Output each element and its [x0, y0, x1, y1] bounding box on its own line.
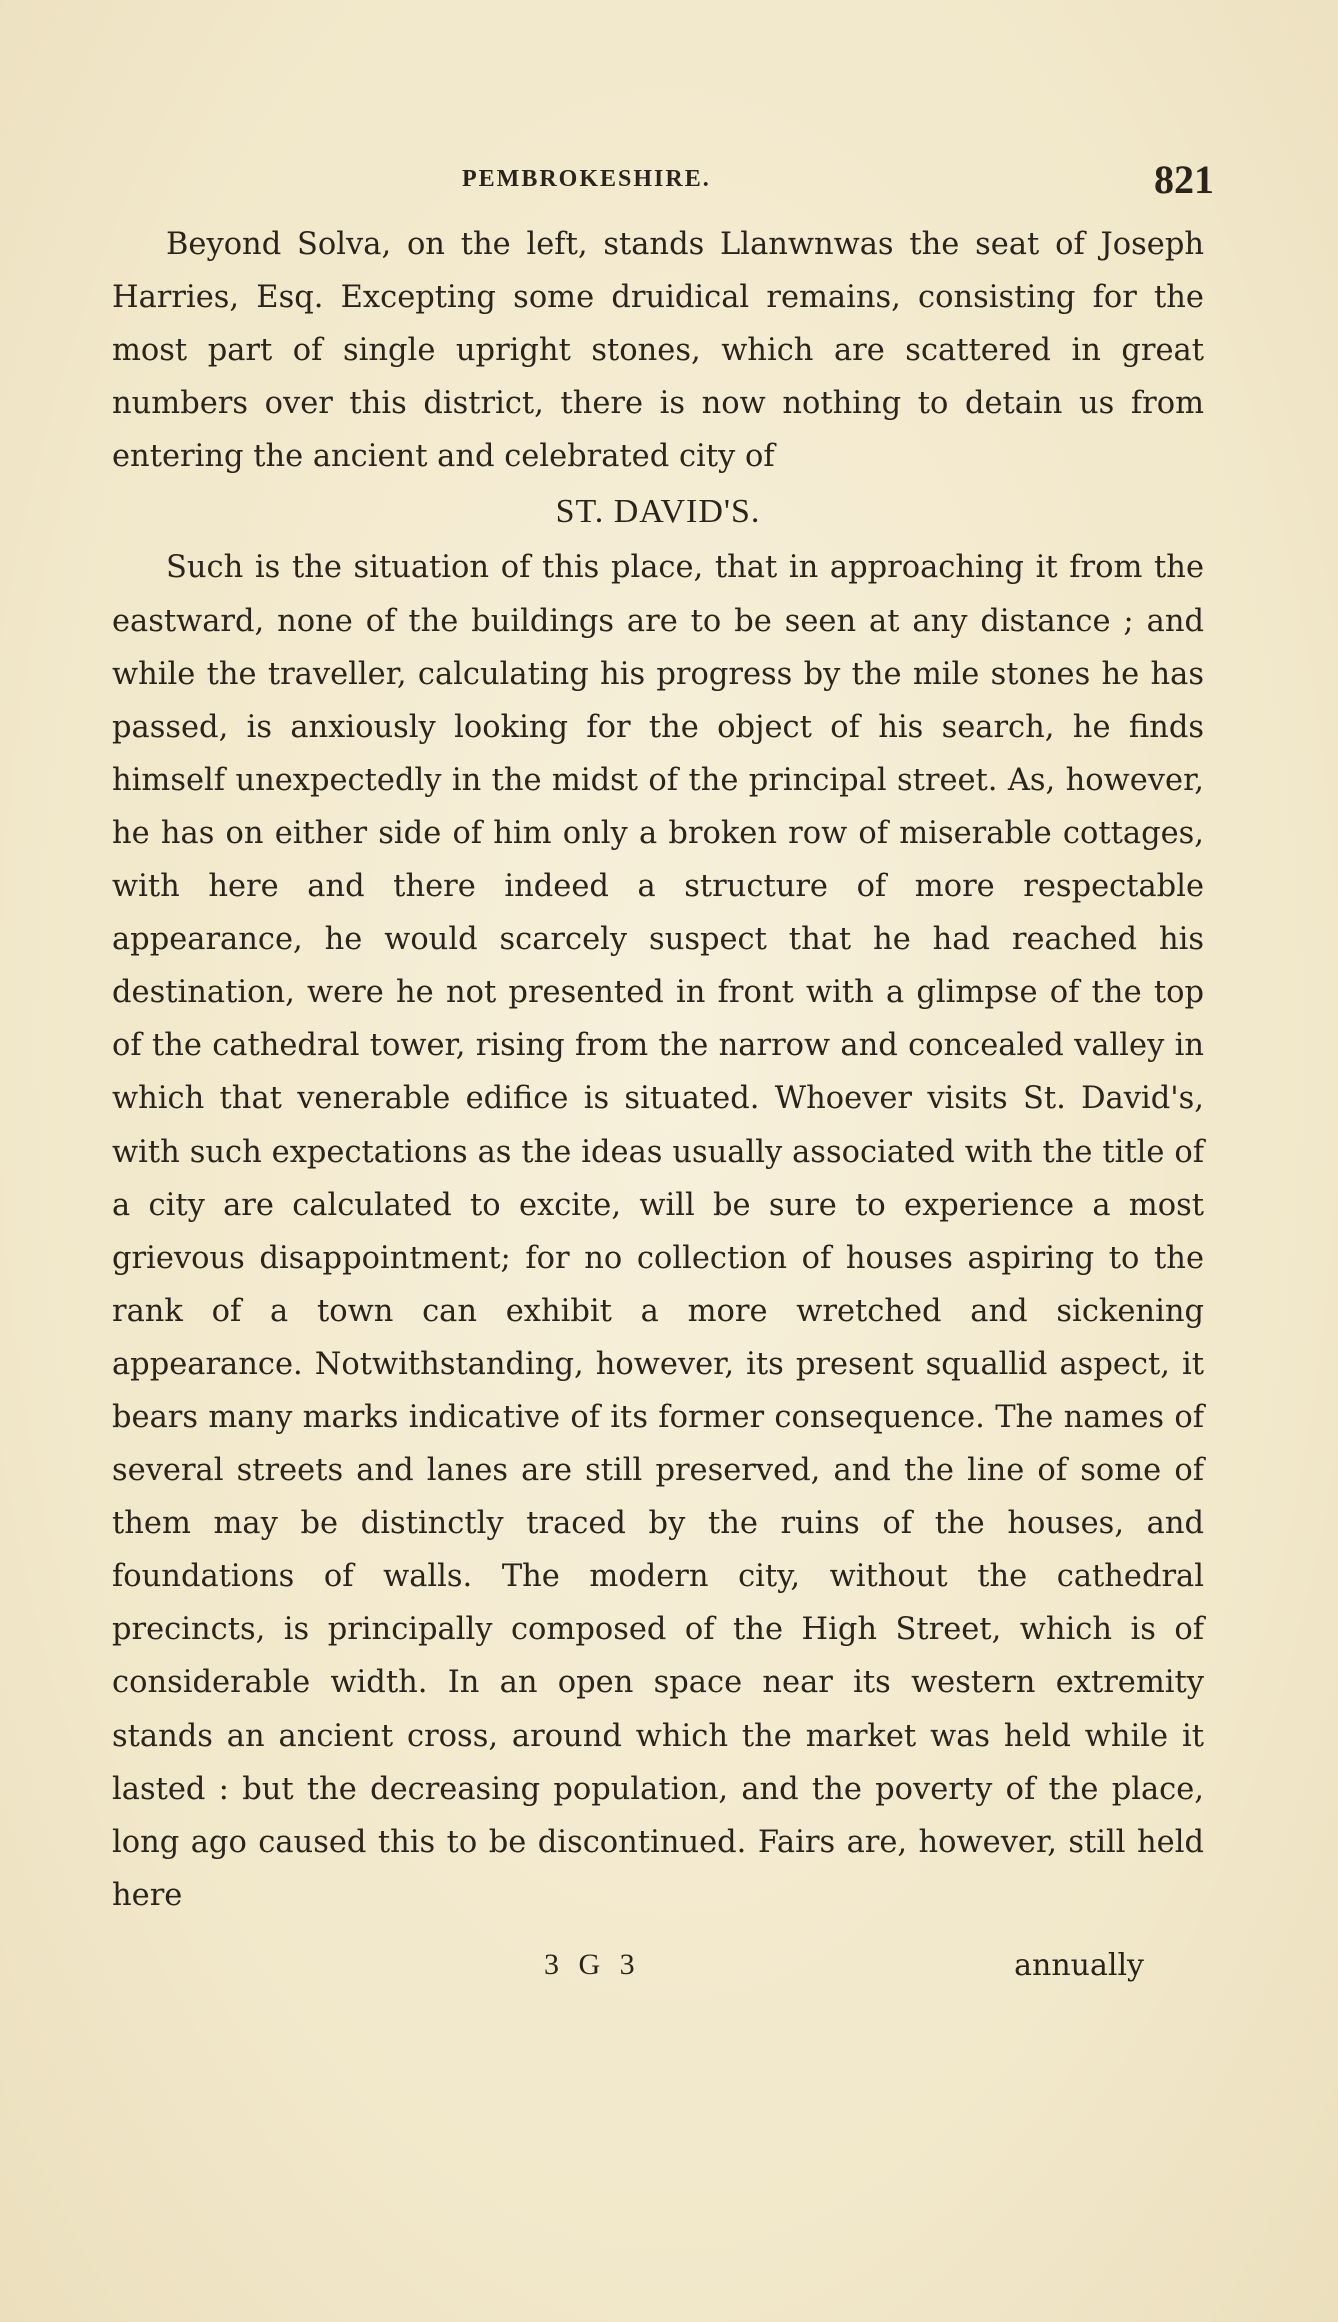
running-title: PEMBROKESHIRE.	[462, 166, 711, 192]
catchword: annually	[1014, 1948, 1144, 1983]
signature-mark: 3 G 3	[544, 1948, 641, 1981]
section-heading: ST. DAVID'S.	[555, 493, 761, 531]
page-number: 821	[1154, 157, 1214, 202]
running-head	[112, 157, 1214, 210]
paragraph-solva: Beyond Solva, on the left, stands Llanwnwas the seat of Joseph Harries, Esq. Excepting some druidical remains, consisting for the most part of single upright stones, which are scattered in great numbers over this district, there is now nothing to detain us from entering the ancient and celebrated city of	[112, 227, 1204, 475]
paragraph-st-davids: Such is the situation of this place, that in approaching it from the eastward, none of the buildings are to be seen at any distance ; and while the traveller, calculating his progress by the mile stones he has passed, is anxiously looking for the object of his search, he finds himself unexpectedly in the midst of the principal street. As, however, he has on either side of him only a broken row of miserable cottages, with here and there indeed a structure of more respectable appearance, he would scarcely suspect that he had reached his destination, were he not presented in front with a glimpse of the top of the cathedral tower, rising from the narrow and concealed valley in which that venerable edifice is situated. Whoever visits St. David's, with such expectations as the ideas usually associated with the title of a city are calculated to excite, will be sure to experience a most grievous disappointment; for no collection of houses aspiring to the rank of a town can exhibit a more wretched and sickening appearance. Notwithstanding, however, its present squallid aspect, it bears many marks indicative of its former consequence. The names of several streets and lanes are still preserved, and the line of some of them may be distinctly traced by the ruins of the houses, and foundations of walls. The modern city, without the cathedral precincts, is principally composed of the High Street, which is of considerable width. In an open space near its western extremity stands an ancient cross, around which the market was held while it lasted : but the decreasing population, and the poverty of the place, long ago caused this to be discontinued. Fairs are, however, still held here	[112, 550, 1204, 1913]
body-text	[112, 218, 1204, 1922]
catchline	[112, 1948, 1204, 2000]
